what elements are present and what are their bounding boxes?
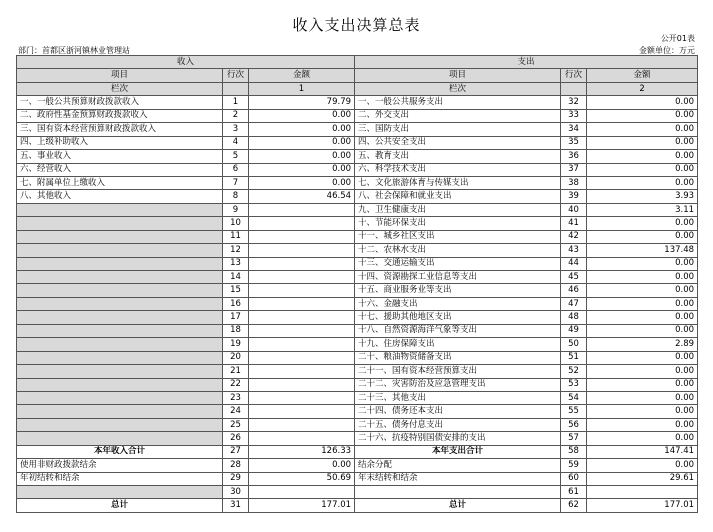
table-row — [17, 391, 698, 404]
income-amount-cell: 0.00 — [249, 136, 355, 149]
expense-item-cell: 二十、粮油物资储备支出 — [355, 351, 561, 364]
expense-item-cell: 二十二、灾害防治及应急管理支出 — [355, 378, 561, 391]
expense-item-cell: 十七、援助其他地区支出 — [355, 311, 561, 324]
expense-amount-cell: 2.89 — [587, 338, 698, 351]
table-row — [17, 297, 698, 310]
income-item-cell: 四、上级补助收入 — [17, 136, 223, 149]
header-row-section — [17, 56, 698, 69]
income-row-number: 28 — [223, 459, 249, 472]
income-row-number: 22 — [223, 378, 249, 391]
income-item-cell — [17, 391, 223, 404]
expense-item-cell: 十、节能环保支出 — [355, 217, 561, 230]
income-amount-cell — [249, 405, 355, 418]
expense-item-cell: 总计 — [355, 499, 561, 512]
table-row — [17, 257, 698, 270]
expense-row-number: 58 — [561, 445, 587, 458]
expense-amount-cell: 0.00 — [587, 176, 698, 189]
expense-amount-header: 金额 — [587, 69, 698, 82]
income-item-cell — [17, 486, 223, 499]
expense-amount-cell: 0.00 — [587, 257, 698, 270]
income-amount-cell: 126.33 — [249, 445, 355, 458]
income-amount-header: 金额 — [249, 69, 355, 82]
expense-row-number: 42 — [561, 230, 587, 243]
income-row-header: 行次 — [223, 69, 249, 82]
income-row-number: 21 — [223, 365, 249, 378]
table-row — [17, 244, 698, 257]
income-amount-cell: 0.00 — [249, 150, 355, 163]
expense-amount-cell: 0.00 — [587, 378, 698, 391]
expense-row-number: 49 — [561, 324, 587, 337]
expense-item-header: 项目 — [355, 69, 561, 82]
expense-row-number: 33 — [561, 109, 587, 122]
expense-item-cell: 十三、交通运输支出 — [355, 257, 561, 270]
summary-table — [16, 55, 698, 513]
expense-row-number: 36 — [561, 150, 587, 163]
table-row — [17, 96, 698, 109]
income-item-cell: 使用非财政拨款结余 — [17, 459, 223, 472]
income-amount-cell: 0.00 — [249, 163, 355, 176]
expense-row-header: 行次 — [561, 69, 587, 82]
income-item-cell: 七、附属单位上缴收入 — [17, 176, 223, 189]
expense-item-cell: 十六、金融支出 — [355, 297, 561, 310]
income-row-number: 13 — [223, 257, 249, 270]
income-item-cell — [17, 405, 223, 418]
unit-label: 金额单位：万元 — [639, 46, 695, 55]
income-amount-cell — [249, 391, 355, 404]
income-row-number: 26 — [223, 432, 249, 445]
income-amount-cell — [249, 203, 355, 216]
income-row-number: 1 — [223, 96, 249, 109]
expense-row-number: 38 — [561, 176, 587, 189]
table-row — [17, 365, 698, 378]
table-row — [17, 109, 698, 122]
table-row — [17, 499, 698, 512]
expense-row-number: 32 — [561, 96, 587, 109]
income-row-number: 7 — [223, 176, 249, 189]
income-row-number: 5 — [223, 150, 249, 163]
table-row — [17, 136, 698, 149]
income-item-cell: 本年收入合计 — [17, 445, 223, 458]
expense-item-cell: 八、社会保障和就业支出 — [355, 190, 561, 203]
expense-item-cell: 九、卫生健康支出 — [355, 203, 561, 216]
income-row-number: 4 — [223, 136, 249, 149]
income-col-label: 栏次 — [17, 82, 223, 95]
income-amount-cell — [249, 217, 355, 230]
income-item-cell: 二、政府性基金预算财政拨款收入 — [17, 109, 223, 122]
expense-amount-cell: 0.00 — [587, 432, 698, 445]
income-amount-cell — [249, 432, 355, 445]
expense-amount-cell: 0.00 — [587, 163, 698, 176]
expense-amount-cell: 0.00 — [587, 136, 698, 149]
table-row — [17, 176, 698, 189]
table-row — [17, 445, 698, 458]
income-item-cell — [17, 432, 223, 445]
income-amount-cell — [249, 351, 355, 364]
expense-item-cell: 二十三、其他支出 — [355, 391, 561, 404]
expense-row-number: 55 — [561, 405, 587, 418]
income-item-cell — [17, 311, 223, 324]
expense-item-cell: 二十四、债务还本支出 — [355, 405, 561, 418]
expense-item-cell: 年末结转和结余 — [355, 472, 561, 485]
income-amount-cell — [249, 378, 355, 391]
expense-amount-cell: 0.00 — [587, 96, 698, 109]
income-row-number: 29 — [223, 472, 249, 485]
income-amount-cell: 0.00 — [249, 109, 355, 122]
expense-amount-cell: 3.93 — [587, 190, 698, 203]
income-item-cell — [17, 297, 223, 310]
expense-amount-cell: 0.00 — [587, 418, 698, 431]
table-row — [17, 338, 698, 351]
income-row-number: 6 — [223, 163, 249, 176]
expense-amount-cell: 0.00 — [587, 324, 698, 337]
table-row — [17, 230, 698, 243]
expense-item-cell: 四、公共安全支出 — [355, 136, 561, 149]
table-row — [17, 163, 698, 176]
income-row-number: 24 — [223, 405, 249, 418]
income-row-number: 19 — [223, 338, 249, 351]
income-row-number: 8 — [223, 190, 249, 203]
expense-col-label: 栏次 — [355, 82, 561, 95]
expense-amount-cell: 177.01 — [587, 499, 698, 512]
income-col-number: 1 — [249, 82, 355, 95]
expense-row-number: 56 — [561, 418, 587, 431]
expense-col-number: 2 — [587, 82, 698, 95]
table-row — [17, 351, 698, 364]
income-row-number: 3 — [223, 123, 249, 136]
expense-amount-cell: 0.00 — [587, 405, 698, 418]
expense-item-cell — [355, 486, 561, 499]
expense-row-number: 53 — [561, 378, 587, 391]
income-row-number: 17 — [223, 311, 249, 324]
header-row-colnum — [17, 82, 698, 95]
expense-row-number: 45 — [561, 271, 587, 284]
income-section-header: 收入 — [17, 56, 355, 69]
income-row-number: 11 — [223, 230, 249, 243]
expense-row-number: 40 — [561, 203, 587, 216]
expense-amount-cell: 0.00 — [587, 271, 698, 284]
table-row — [17, 378, 698, 391]
table-row — [17, 486, 698, 499]
expense-amount-cell: 0.00 — [587, 391, 698, 404]
income-item-cell — [17, 365, 223, 378]
income-item-cell: 八、其他收入 — [17, 190, 223, 203]
expense-item-cell: 十一、城乡社区支出 — [355, 230, 561, 243]
table-row — [17, 203, 698, 216]
expense-row-number: 54 — [561, 391, 587, 404]
income-row-number: 30 — [223, 486, 249, 499]
expense-item-cell: 五、教育支出 — [355, 150, 561, 163]
income-amount-cell — [249, 311, 355, 324]
expense-amount-cell: 0.00 — [587, 351, 698, 364]
table-row — [17, 150, 698, 163]
income-item-cell — [17, 230, 223, 243]
expense-col-blank — [561, 82, 587, 95]
income-item-cell: 六、经营收入 — [17, 163, 223, 176]
expense-amount-cell: 0.00 — [587, 109, 698, 122]
expense-item-cell: 二十五、债务付息支出 — [355, 418, 561, 431]
income-item-cell: 五、事业收入 — [17, 150, 223, 163]
expense-item-cell: 十二、农林水支出 — [355, 244, 561, 257]
expense-row-number: 51 — [561, 351, 587, 364]
income-item-cell — [17, 418, 223, 431]
expense-row-number: 50 — [561, 338, 587, 351]
income-row-number: 18 — [223, 324, 249, 337]
table-row — [17, 432, 698, 445]
income-amount-cell: 0.00 — [249, 123, 355, 136]
expense-row-number: 35 — [561, 136, 587, 149]
income-item-cell — [17, 217, 223, 230]
income-amount-cell — [249, 324, 355, 337]
expense-amount-cell: 0.00 — [587, 459, 698, 472]
income-item-header: 项目 — [17, 69, 223, 82]
income-item-cell — [17, 271, 223, 284]
income-amount-cell — [249, 418, 355, 431]
income-amount-cell — [249, 365, 355, 378]
table-row — [17, 271, 698, 284]
income-row-number: 27 — [223, 445, 249, 458]
expense-row-number: 59 — [561, 459, 587, 472]
expense-amount-cell: 0.00 — [587, 365, 698, 378]
expense-item-cell: 十五、商业服务业等支出 — [355, 284, 561, 297]
table-row — [17, 459, 698, 472]
income-amount-cell — [249, 271, 355, 284]
expense-item-cell: 六、科学技术支出 — [355, 163, 561, 176]
expense-item-cell: 二十一、国有资本经营预算支出 — [355, 365, 561, 378]
table-row — [17, 190, 698, 203]
expense-amount-cell — [587, 486, 698, 499]
expense-item-cell: 二十六、抗疫特别国债安排的支出 — [355, 432, 561, 445]
expense-row-number: 44 — [561, 257, 587, 270]
income-amount-cell: 177.01 — [249, 499, 355, 512]
income-item-cell — [17, 284, 223, 297]
table-row — [17, 324, 698, 337]
expense-row-number: 41 — [561, 217, 587, 230]
income-row-number: 31 — [223, 499, 249, 512]
expense-item-cell: 七、文化旅游体育与传媒支出 — [355, 176, 561, 189]
income-amount-cell: 0.00 — [249, 459, 355, 472]
expense-section-header: 支出 — [355, 56, 698, 69]
expense-item-cell: 十四、资源勘探工业信息等支出 — [355, 271, 561, 284]
income-item-cell — [17, 324, 223, 337]
expense-amount-cell: 29.61 — [587, 472, 698, 485]
summary-table-body — [17, 56, 698, 513]
income-item-cell — [17, 338, 223, 351]
table-row — [17, 123, 698, 136]
income-amount-cell — [249, 284, 355, 297]
table-row — [17, 284, 698, 297]
table-row — [17, 472, 698, 485]
expense-row-number: 60 — [561, 472, 587, 485]
income-amount-cell: 50.69 — [249, 472, 355, 485]
income-row-number: 12 — [223, 244, 249, 257]
income-row-number: 23 — [223, 391, 249, 404]
expense-row-number: 57 — [561, 432, 587, 445]
expense-amount-cell: 137.48 — [587, 244, 698, 257]
expense-amount-cell: 3.11 — [587, 203, 698, 216]
expense-amount-cell: 0.00 — [587, 311, 698, 324]
expense-row-number: 46 — [561, 284, 587, 297]
income-col-blank — [223, 82, 249, 95]
income-row-number: 10 — [223, 217, 249, 230]
income-row-number: 16 — [223, 297, 249, 310]
income-item-cell — [17, 378, 223, 391]
income-row-number: 2 — [223, 109, 249, 122]
income-row-number: 9 — [223, 203, 249, 216]
income-amount-cell: 0.00 — [249, 176, 355, 189]
expense-item-cell: 二、外交支出 — [355, 109, 561, 122]
income-row-number: 20 — [223, 351, 249, 364]
expense-item-cell: 十九、住房保障支出 — [355, 338, 561, 351]
income-row-number: 15 — [223, 284, 249, 297]
table-row — [17, 405, 698, 418]
income-amount-cell: 79.79 — [249, 96, 355, 109]
page-title: 收入支出决算总表 — [292, 16, 421, 34]
expense-row-number: 47 — [561, 297, 587, 310]
expense-item-cell: 本年支出合计 — [355, 445, 561, 458]
table-row — [17, 418, 698, 431]
table-row — [17, 217, 698, 230]
income-amount-cell — [249, 257, 355, 270]
form-number: 公开01表 — [660, 34, 695, 43]
income-item-cell — [17, 351, 223, 364]
expense-row-number: 52 — [561, 365, 587, 378]
expense-row-number: 62 — [561, 499, 587, 512]
income-item-cell: 年初结转和结余 — [17, 472, 223, 485]
income-item-cell: 一、一般公共预算财政拨款收入 — [17, 96, 223, 109]
expense-row-number: 48 — [561, 311, 587, 324]
income-item-cell: 三、国有资本经营预算财政拨款收入 — [17, 123, 223, 136]
expense-row-number: 37 — [561, 163, 587, 176]
income-item-cell — [17, 244, 223, 257]
expense-amount-cell: 0.00 — [587, 297, 698, 310]
expense-row-number: 39 — [561, 190, 587, 203]
expense-amount-cell: 0.00 — [587, 150, 698, 163]
expense-item-cell: 一、一般公共服务支出 — [355, 96, 561, 109]
expense-amount-cell: 0.00 — [587, 123, 698, 136]
income-amount-cell — [249, 486, 355, 499]
header-row-columns — [17, 69, 698, 82]
expense-amount-cell: 147.41 — [587, 445, 698, 458]
expense-amount-cell: 0.00 — [587, 230, 698, 243]
income-amount-cell: 46.54 — [249, 190, 355, 203]
income-row-number: 25 — [223, 418, 249, 431]
expense-row-number: 34 — [561, 123, 587, 136]
expense-item-cell: 结余分配 — [355, 459, 561, 472]
income-amount-cell — [249, 297, 355, 310]
income-item-cell — [17, 257, 223, 270]
table-row — [17, 311, 698, 324]
expense-item-cell: 三、国防支出 — [355, 123, 561, 136]
department-label: 部门：首都区浙河镇林业管理站 — [18, 46, 130, 55]
income-row-number: 14 — [223, 271, 249, 284]
income-item-cell — [17, 203, 223, 216]
income-item-cell: 总计 — [17, 499, 223, 512]
income-amount-cell — [249, 338, 355, 351]
income-amount-cell — [249, 244, 355, 257]
expense-amount-cell: 0.00 — [587, 217, 698, 230]
expense-amount-cell: 0.00 — [587, 284, 698, 297]
income-amount-cell — [249, 230, 355, 243]
expense-item-cell: 十八、自然资源海洋气象等支出 — [355, 324, 561, 337]
expense-row-number: 43 — [561, 244, 587, 257]
expense-row-number: 61 — [561, 486, 587, 499]
